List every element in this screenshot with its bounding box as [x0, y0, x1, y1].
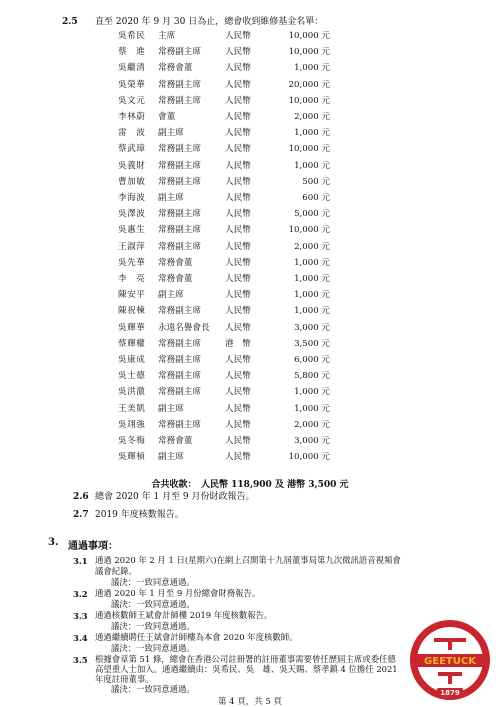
donor-name: 吳文元 — [118, 95, 146, 106]
donor-position: 常務副主席 — [158, 371, 201, 382]
donor-amount: 10,000 元 — [288, 452, 330, 463]
donor-currency: 人民幣 — [225, 274, 251, 284]
donor-currency: 人民幣 — [225, 306, 251, 317]
item-number: 3.5 — [73, 655, 88, 665]
total-received: 合共收款： 人民幣 118,900 及 港幣 3,500 元 — [151, 480, 349, 490]
donor-row — [0, 176, 500, 188]
donor-row — [0, 354, 500, 366]
donor-position: 常務副主席 — [158, 225, 201, 236]
donor-position: 永遠名譽會長 — [158, 322, 210, 333]
donor-position: 常務副主席 — [158, 355, 201, 365]
donor-position: 常務會董 — [158, 257, 193, 268]
donor-name: 蔡 進 — [118, 47, 146, 58]
resolution-text: 議決：一致同意通過。 — [111, 643, 195, 653]
donor-position: 常務副主席 — [158, 209, 201, 220]
donor-currency: 人民幣 — [225, 290, 251, 301]
donor-position: 常務副主席 — [158, 160, 201, 171]
donor-position: 副主席 — [158, 128, 184, 139]
donor-amount: 600 元 — [302, 193, 330, 203]
logo-year: 1879 — [440, 689, 460, 697]
donor-currency: 人民幣 — [225, 79, 251, 90]
item-text: 年度註冊董事。 — [95, 674, 154, 684]
page-footer: 第 4 頁，共 5 頁 — [217, 697, 283, 707]
donor-row — [0, 224, 500, 236]
donor-name: 吳惠生 — [118, 225, 146, 236]
item-number: 3.2 — [73, 589, 88, 599]
donor-row — [0, 419, 500, 431]
item-text: 議會紀錄。 — [95, 566, 137, 576]
donor-amount: 1,000 元 — [294, 63, 330, 74]
donor-currency: 人民幣 — [225, 209, 251, 220]
donor-name: 吳希民 — [118, 31, 146, 41]
donor-row — [0, 273, 500, 285]
donor-currency: 人民幣 — [225, 387, 251, 398]
donor-position: 會董 — [158, 112, 176, 122]
donor-amount: 10,000 元 — [288, 47, 330, 58]
donor-currency: 人民幣 — [225, 403, 251, 414]
donor-position: 常務副主席 — [158, 47, 201, 58]
donor-currency: 人民幣 — [225, 322, 251, 333]
donor-name: 吳先華 — [118, 257, 146, 268]
donor-row — [0, 46, 500, 58]
donor-amount: 3,000 元 — [294, 322, 330, 333]
donor-position: 常務副主席 — [158, 338, 201, 349]
donor-row — [0, 289, 500, 301]
donor-row — [0, 208, 500, 220]
donor-position: 常務副主席 — [158, 241, 201, 252]
donor-name: 吳康成 — [118, 355, 146, 365]
donor-name: 吳輝華 — [118, 322, 146, 333]
donor-amount: 1,000 元 — [294, 290, 330, 301]
donor-position: 常務會董 — [158, 274, 193, 284]
item-text: 通過核數師王斌會計師樓 2019 年度核數報告。 — [95, 610, 273, 620]
donor-amount: 3,000 元 — [294, 436, 330, 446]
donor-amount: 2,000 元 — [294, 112, 330, 122]
donor-name: 吳翊強 — [118, 419, 146, 430]
donor-name: 吳冬梅 — [118, 436, 146, 446]
donor-row — [0, 127, 500, 139]
donor-currency: 人民幣 — [225, 144, 251, 155]
donor-amount: 20,000 元 — [288, 79, 330, 90]
donor-name: 陳祝棟 — [118, 306, 146, 317]
donor-currency: 人民幣 — [225, 193, 251, 203]
donor-amount: 500 元 — [302, 176, 330, 187]
donor-name: 吳士德 — [118, 371, 146, 382]
donor-currency: 人民幣 — [225, 355, 251, 365]
donor-amount: 2,000 元 — [294, 419, 330, 430]
donor-currency: 人民幣 — [225, 241, 251, 252]
donor-currency: 人民幣 — [225, 452, 251, 463]
donor-name: 吳澤波 — [118, 209, 146, 220]
donor-name: 李林蔚 — [118, 112, 146, 122]
donor-amount: 5,800 元 — [294, 371, 330, 382]
resolution-text: 議決：一致同意通過。 — [111, 684, 195, 694]
item-text: 通過 2020 年 1 月至 9 月份總會財務報告。 — [95, 588, 261, 598]
donor-name: 吳榮華 — [118, 79, 146, 90]
donor-amount: 10,000 元 — [288, 31, 330, 41]
donor-position: 常務會董 — [158, 436, 193, 446]
donor-amount: 1,000 元 — [294, 274, 330, 284]
item-text: 通過繼續聘任王斌會計師樓為本會 2020 年度核數師。 — [95, 632, 298, 642]
geetuck-logo — [408, 618, 492, 702]
donor-row — [0, 143, 500, 155]
donor-currency: 人民幣 — [225, 160, 251, 171]
donor-currency: 人民幣 — [225, 31, 251, 41]
donor-row — [0, 322, 500, 334]
donor-amount: 6,000 元 — [294, 355, 330, 365]
donor-row — [0, 386, 500, 398]
donor-currency: 人民幣 — [225, 257, 251, 268]
donor-name: 陳安平 — [118, 290, 146, 301]
donor-row — [0, 79, 500, 91]
section-number: 2.5 — [62, 17, 78, 27]
donor-amount: 1,000 元 — [294, 128, 330, 139]
donor-currency: 港 幣 — [225, 338, 251, 349]
donor-position: 副主席 — [158, 290, 184, 301]
resolution-text: 議決：一致同意通過。 — [111, 621, 195, 631]
donor-position: 常務副主席 — [158, 176, 201, 187]
section-number: 2.6 — [73, 492, 89, 502]
section-text: 直至 2020 年 9 月 30 日為止，總會收到維修基金名單： — [95, 17, 324, 27]
donor-currency: 人民幣 — [225, 436, 251, 446]
donor-amount: 3,500 元 — [294, 338, 330, 349]
donor-amount: 10,000 元 — [288, 95, 330, 106]
donor-currency: 人民幣 — [225, 47, 251, 58]
resolution-text: 議決：一致同意通過。 — [111, 599, 195, 609]
donor-position: 常務副主席 — [158, 144, 201, 155]
donor-currency: 人民幣 — [225, 371, 251, 382]
donor-position: 副主席 — [158, 193, 184, 203]
donor-position: 常務會董 — [158, 63, 193, 74]
donor-name: 吳輝楨 — [118, 452, 146, 463]
donor-currency: 人民幣 — [225, 112, 251, 122]
donor-position: 常務副主席 — [158, 95, 201, 106]
logo-text: GEETUCK — [424, 656, 476, 667]
donor-row — [0, 111, 500, 123]
donor-amount: 1,000 元 — [294, 403, 330, 414]
donor-amount: 2,000 元 — [294, 241, 330, 252]
donor-amount: 1,000 元 — [294, 387, 330, 398]
donor-currency: 人民幣 — [225, 63, 251, 74]
donor-position: 常務副主席 — [158, 79, 201, 90]
section-text: 2019 年度核數報告。 — [95, 510, 184, 520]
donor-currency: 人民幣 — [225, 95, 251, 106]
donor-amount: 1,000 元 — [294, 160, 330, 171]
donor-row — [0, 192, 500, 204]
donor-row — [0, 95, 500, 107]
donor-currency: 人民幣 — [225, 176, 251, 187]
section-heading: 通過事項： — [68, 541, 118, 552]
donor-name: 吳繼清 — [118, 63, 146, 74]
donor-amount: 5,000 元 — [294, 209, 330, 220]
donor-position: 副主席 — [158, 452, 184, 463]
donor-row — [0, 160, 500, 172]
item-number: 3.3 — [73, 611, 88, 621]
donor-row — [0, 338, 500, 350]
donor-amount: 10,000 元 — [288, 225, 330, 236]
item-text: 根據會章第 51 條，總會在香港公司註冊署的註冊董事需要曾任歷屆主席或委任德 — [95, 654, 396, 664]
section-number: 3. — [48, 537, 59, 548]
donor-name: 蔡武璋 — [118, 144, 146, 155]
donor-row — [0, 403, 500, 415]
item-number: 3.4 — [73, 633, 88, 643]
donor-row — [0, 370, 500, 382]
donor-name: 吳義財 — [118, 160, 146, 171]
item-text: 通過 2020 年 2 月 1 日(星期六)在網上召開第十九屆董事局第九次微訊語音視頻會 — [95, 555, 401, 565]
donor-row — [0, 305, 500, 317]
item-number: 3.1 — [73, 556, 88, 566]
donor-name: 雷 波 — [118, 128, 146, 139]
item-text: 高望重人士加入。通過繼續由：吳希民、吳 雄、吳天賜、蔡孝鎮 4 位擔任 2021 — [95, 664, 398, 674]
donor-position: 副主席 — [158, 403, 184, 414]
donor-amount: 1,000 元 — [294, 257, 330, 268]
donor-name: 王淑萍 — [118, 241, 146, 252]
donor-row — [0, 435, 500, 447]
donor-row — [0, 257, 500, 269]
donor-name: 王美凱 — [118, 403, 146, 414]
donor-name: 李 亮 — [118, 274, 146, 284]
donor-currency: 人民幣 — [225, 225, 251, 236]
donor-currency: 人民幣 — [225, 419, 251, 430]
donor-name: 吳洪激 — [118, 387, 146, 398]
donor-amount: 1,000 元 — [294, 306, 330, 317]
donor-name: 李海波 — [118, 193, 146, 203]
donor-currency: 人民幣 — [225, 128, 251, 139]
donor-position: 主席 — [158, 31, 176, 41]
donor-row — [0, 62, 500, 74]
donor-row — [0, 451, 500, 463]
donor-amount: 10,000 元 — [288, 144, 330, 155]
donor-row — [0, 241, 500, 253]
donor-position: 常務副主席 — [158, 387, 201, 398]
donor-name: 曹加敏 — [118, 176, 146, 187]
section-text: 總會 2020 年 1 月至 9 月份財政報告。 — [95, 492, 255, 502]
donor-row — [0, 30, 500, 42]
donor-position: 常務副主席 — [158, 306, 201, 317]
resolution-text: 議決：一致同意通過。 — [111, 577, 195, 587]
donor-name: 蔡輝權 — [118, 338, 146, 349]
donor-position: 常務副主席 — [158, 419, 201, 430]
section-number: 2.7 — [73, 510, 89, 520]
